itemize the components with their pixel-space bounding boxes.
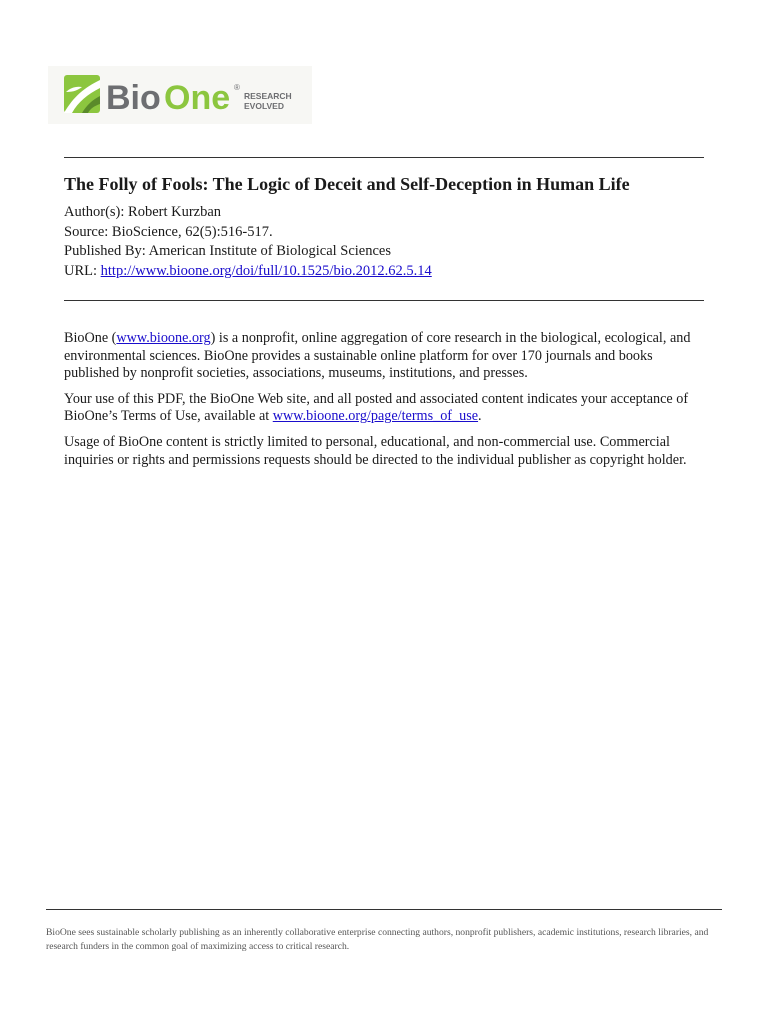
- leaf-icon: [64, 75, 100, 113]
- url-label: URL:: [64, 262, 101, 279]
- article-title: The Folly of Fools: The Logic of Deceit and Self-Deception in Human Life: [64, 174, 630, 194]
- metadata-divider: [64, 300, 704, 301]
- authors-value: Robert Kurzban: [128, 204, 222, 220]
- about-paragraph: [64, 330, 706, 383]
- footer-divider: [46, 909, 722, 910]
- article-metadata: [64, 203, 704, 281]
- bioone-logo-mark: [48, 66, 312, 124]
- publisher-label: Published By:: [64, 243, 149, 259]
- source-value: BioScience, 62(5):516-517.: [111, 223, 273, 240]
- terms-paragraph: [64, 391, 706, 426]
- about-text-end: ) is a nonprofit, online aggregation of core research in the biological, ecological, and environmental sciences. BioOne provides a sustainable online platform for over 170 journals and books published by nonprofit societies, associations, museums, institutions, and presses.: [64, 330, 691, 382]
- source-label: Source:: [64, 223, 112, 240]
- bioone-logo[interactable]: [48, 66, 312, 124]
- notice-body: [64, 330, 706, 477]
- source-line: [64, 223, 704, 243]
- logo-tagline-evolved: EVOLVED: [244, 101, 284, 111]
- publisher-value: American Institute of Biological Sciences: [148, 243, 392, 259]
- url-line: [64, 262, 704, 282]
- header-divider: [64, 157, 704, 158]
- about-text-start: BioOne (: [64, 330, 117, 346]
- terms-text-start: Your use of this PDF, the BioOne Web site, and all posted and associated content indicates your acceptance of BioOne’s Terms of Use, available at: [64, 390, 689, 425]
- publisher-line: [64, 242, 704, 262]
- logo-tagline-research: RESEARCH: [244, 91, 292, 101]
- logo-wordmark-one: One: [164, 79, 231, 117]
- terms-of-use-link[interactable]: www.bioone.org/page/terms_of_use: [272, 408, 479, 425]
- authors-line: [64, 203, 704, 223]
- logo-registered-mark: ®: [234, 83, 240, 92]
- footer-statement: BioOne sees sustainable scholarly publishing as an inherently collaborative enterprise connecting authors, nonprofit publishers, academic institutions, research libraries, and research funders in the common goal of maximizing access to critical research.: [46, 927, 709, 952]
- logo-wordmark-bio: Bio: [106, 79, 161, 117]
- article-url-link[interactable]: http://www.bioone.org/doi/full/10.1525/bio.2012.62.5.14: [100, 262, 432, 279]
- terms-text-end: .: [478, 408, 482, 425]
- authors-label: Author(s):: [64, 204, 129, 220]
- usage-paragraph: Usage of BioOne content is strictly limited to personal, educational, and non-commercial use. Commercial inquiries or rights and permissions requests should be directed to the individual publisher as copyright holder.: [64, 433, 687, 468]
- bioone-home-link[interactable]: www.bioone.org: [116, 330, 211, 346]
